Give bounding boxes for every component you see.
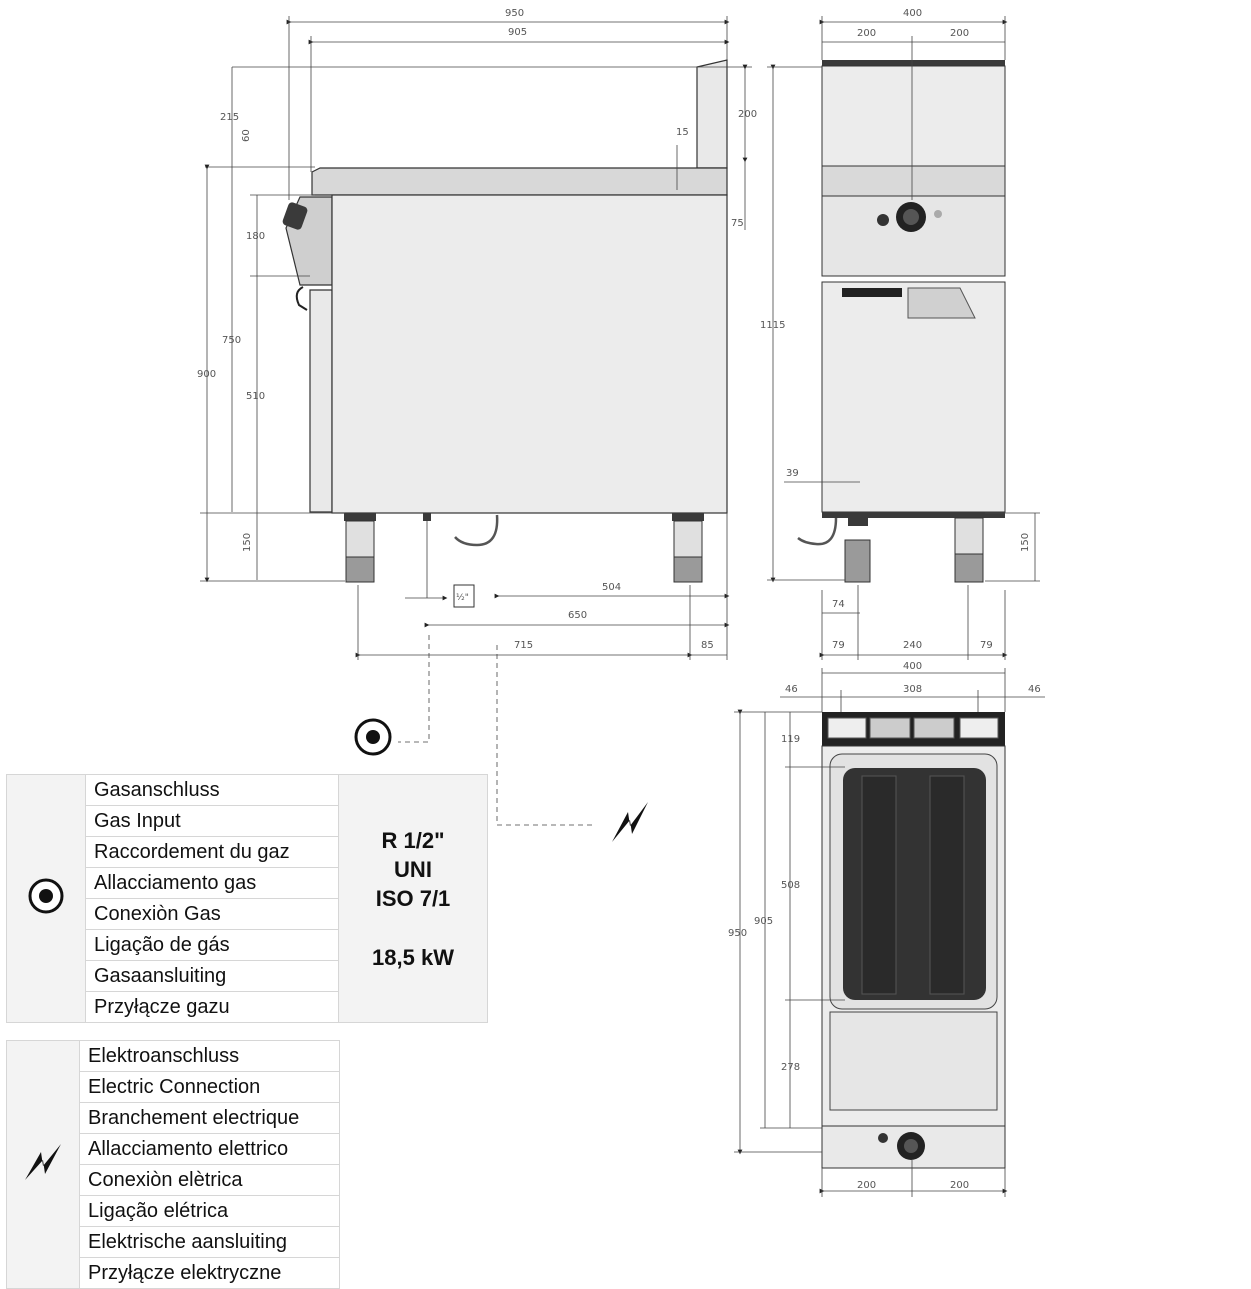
gas-spec-cell — [339, 775, 488, 1023]
dim-200-top-left: 200 — [857, 1180, 877, 1191]
dim-150-side: 150 — [242, 532, 253, 552]
gas-label: Przyłącze gazu — [86, 992, 339, 1023]
gas-spec-power: 18,5 kW — [372, 944, 454, 970]
dim-905: 905 — [508, 27, 528, 38]
gas-spec-thread: R 1/2" — [381, 827, 445, 853]
dim-278: 278 — [781, 1062, 801, 1073]
electric-label: Allacciamento elettrico — [80, 1134, 340, 1165]
gas-icon-cell — [7, 775, 86, 1023]
dim-46-right: 46 — [1028, 684, 1041, 695]
dim-74: 74 — [832, 599, 845, 610]
electric-label: Elektroanschluss — [80, 1041, 340, 1072]
dim-950: 950 — [505, 8, 525, 19]
dim-75: 75 — [731, 218, 744, 229]
dim-200-front-right: 200 — [950, 28, 970, 39]
gas-label: Allacciamento gas — [86, 868, 339, 899]
gas-label: Ligação de gás — [86, 930, 339, 961]
dim-950-top: 950 — [728, 928, 748, 939]
dim-905-top: 905 — [754, 916, 774, 927]
gas-label: Raccordement du gaz — [86, 837, 339, 868]
lightning-icon — [21, 1140, 65, 1184]
dim-508: 508 — [781, 880, 801, 891]
electric-label: Przyłącze elektryczne — [80, 1258, 340, 1289]
gas-spec-standard: UNI — [394, 856, 432, 882]
dim-200-front-left: 200 — [857, 28, 877, 39]
gas-connection-table — [6, 774, 488, 1023]
dim-119: 119 — [781, 734, 801, 745]
dim-200: 200 — [738, 109, 758, 120]
gas-connection-icon — [356, 720, 390, 754]
dim-15: 15 — [676, 127, 689, 138]
dim-715: 715 — [514, 640, 534, 651]
dim-half-inch: ½" — [456, 593, 469, 603]
front-view — [760, 8, 1040, 660]
dim-85: 85 — [701, 640, 714, 651]
dim-215: 215 — [220, 112, 240, 123]
dim-79-left: 79 — [832, 640, 845, 651]
gas-spec-iso: ISO 7/1 — [375, 885, 451, 911]
dim-1115: 1115 — [760, 320, 786, 331]
gas-label: Conexiòn Gas — [86, 899, 339, 930]
dim-79-right: 79 — [980, 640, 993, 651]
dim-750: 750 — [222, 335, 242, 346]
dim-150-front: 150 — [1020, 532, 1031, 552]
dim-240: 240 — [903, 640, 923, 651]
gas-label: Gasanschluss — [86, 775, 339, 806]
top-view — [728, 661, 1045, 1197]
dim-180: 180 — [246, 231, 266, 242]
dim-400-front: 400 — [903, 8, 923, 19]
side-view — [197, 8, 757, 825]
electric-connection-table — [6, 1040, 340, 1289]
dim-400-top: 400 — [903, 661, 923, 672]
electric-label: Electric Connection — [80, 1072, 340, 1103]
dim-308: 308 — [903, 684, 923, 695]
electric-label: Elektrische aansluiting — [80, 1227, 340, 1258]
lightning-icon — [612, 802, 648, 842]
electric-label: Conexiòn elètrica — [80, 1165, 340, 1196]
dim-650: 650 — [568, 610, 588, 621]
dim-46-left: 46 — [785, 684, 798, 695]
dim-504: 504 — [602, 582, 622, 593]
gas-label: Gas Input — [86, 806, 339, 837]
dim-60: 60 — [241, 129, 252, 142]
dim-900: 900 — [197, 369, 217, 380]
electric-label: Branchement electrique — [80, 1103, 340, 1134]
gas-label: Gasaansluiting — [86, 961, 339, 992]
electric-label: Ligação elétrica — [80, 1196, 340, 1227]
dim-200-top-right: 200 — [950, 1180, 970, 1191]
dim-39: 39 — [786, 468, 799, 479]
dim-510: 510 — [246, 391, 266, 402]
gas-connection-icon — [26, 876, 66, 916]
electric-icon-cell — [7, 1041, 80, 1289]
